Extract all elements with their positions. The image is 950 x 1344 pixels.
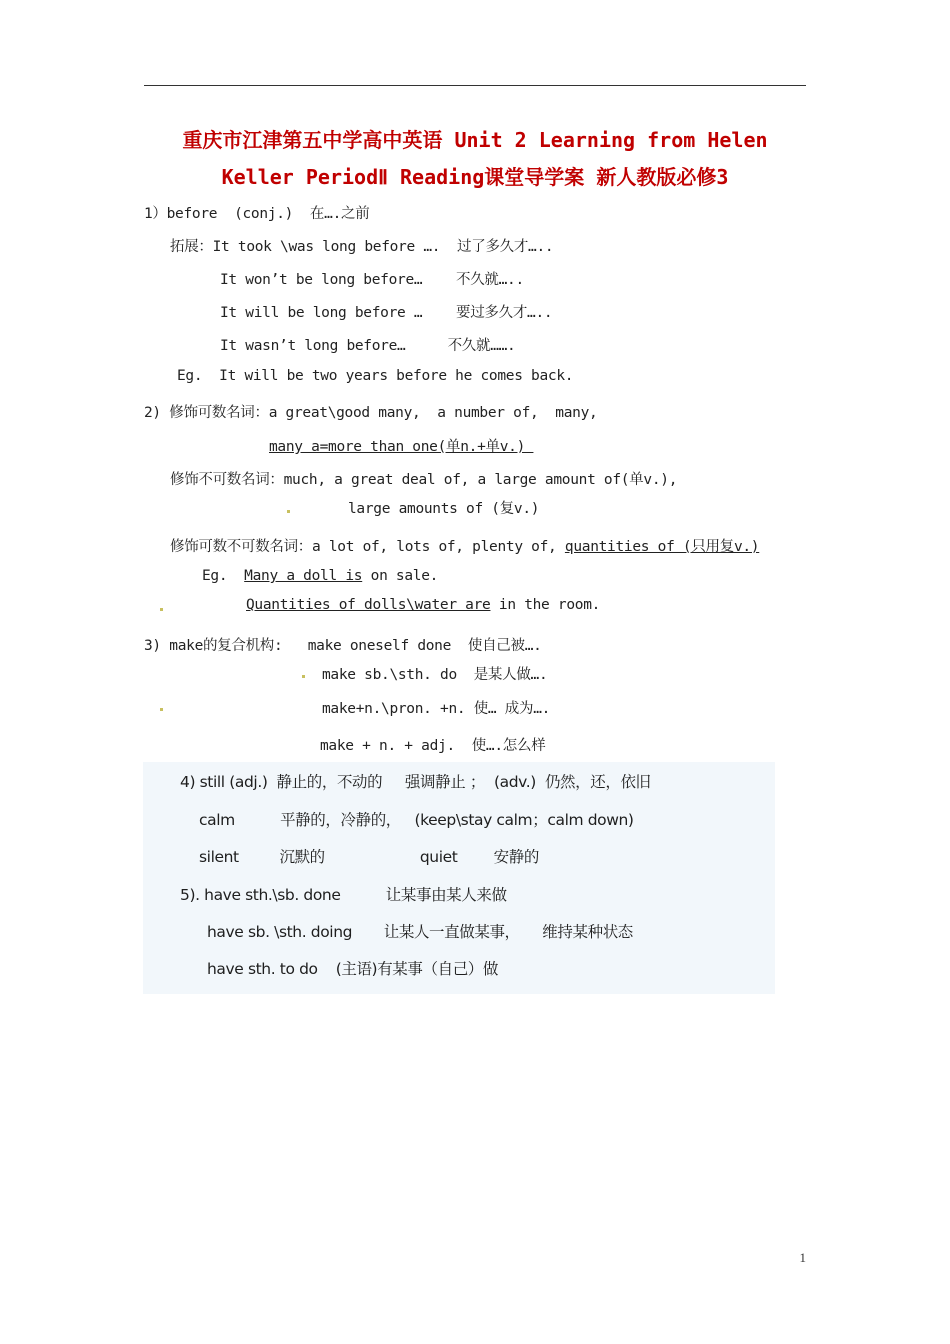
img-line-have-to-do: have sth. to do (主语)有某事（自己）做 xyxy=(207,960,499,978)
s2-eg1-rest: on sale. xyxy=(362,568,439,584)
s1-heading: 1）before (conj.) 在….之前 xyxy=(144,206,370,222)
s3-line4: make + n. + adj. 使….怎么样 xyxy=(320,738,546,754)
embedded-notes-image xyxy=(143,762,775,994)
img-line-silent: silent 沉默的 quiet 安静的 xyxy=(199,848,539,866)
s2-example-1 xyxy=(202,568,438,584)
header-rule xyxy=(144,85,806,86)
s2-eg2-underlined: Quantities of dolls\water are xyxy=(246,597,491,613)
scan-dot xyxy=(302,675,305,678)
s3-line1: 3) make的复合机构: make oneself done 使自己被…. xyxy=(144,638,542,654)
s2-heading: 2) 修饰可数名词：a great\good many, a number of, many, xyxy=(144,405,598,421)
s2-uncountable-1: 修饰不可数名词：much, a great deal of, a large amount of(单v.), xyxy=(170,472,678,488)
s1-ext3: It will be long before … 要过多久才….. xyxy=(220,305,553,321)
s1-ext4: It wasn’t long before… 不久就……. xyxy=(220,338,516,354)
s2-both xyxy=(170,535,759,556)
scan-dot xyxy=(287,510,290,513)
s2-both-underlined: quantities of (只用复v.) xyxy=(564,539,760,555)
page-title-line2: Keller PeriodⅡ Reading课堂导学案 新人教版必修3 xyxy=(221,165,729,189)
s1-example: Eg. It will be two years before he comes back. xyxy=(177,368,574,384)
page-number: 1 xyxy=(799,1250,806,1265)
scan-dot xyxy=(160,708,163,711)
s2-eg2-rest: in the room. xyxy=(490,597,601,613)
img-line-still: 4) still (adj.) 静止的，不动的 强调静止 ； (adv.) 仍然，还，依旧 xyxy=(180,773,651,791)
s3-line3: make+n.\pron. +n. 使… 成为…. xyxy=(322,701,551,717)
s2-eg1-underlined: Many a doll is xyxy=(244,568,363,584)
s2-eg-label: Eg. xyxy=(202,568,228,584)
s1-ext2: It won’t be long before… 不久就….. xyxy=(220,272,524,288)
s2-uncountable-2: large amounts of (复v.) xyxy=(348,501,540,517)
s2-many-a: many a=more than one(单n.+单v.) xyxy=(269,439,534,455)
s3-line2: make sb.\sth. do 是某人做…. xyxy=(322,667,548,683)
img-line-have-doing: have sb. \sth. doing 让某人一直做某事， 维持某种状态 xyxy=(207,923,633,941)
s2-both-text: 修饰可数不可数名词：a lot of, lots of, plenty of, xyxy=(170,539,565,555)
s1-ext1: 拓展：It took \was long before …. 过了多久才….. xyxy=(170,239,554,255)
img-line-calm: calm 平静的，冷静的， (keep\stay calm；calm down) xyxy=(199,811,634,829)
s2-example-2 xyxy=(246,597,600,613)
scan-dot xyxy=(160,608,163,611)
img-line-have-done: 5). have sth.\sb. done 让某事由某人来做 xyxy=(180,886,507,904)
page-title-line1: 重庆市江津第五中学高中英语 Unit 2 Learning from Helen xyxy=(182,128,768,152)
